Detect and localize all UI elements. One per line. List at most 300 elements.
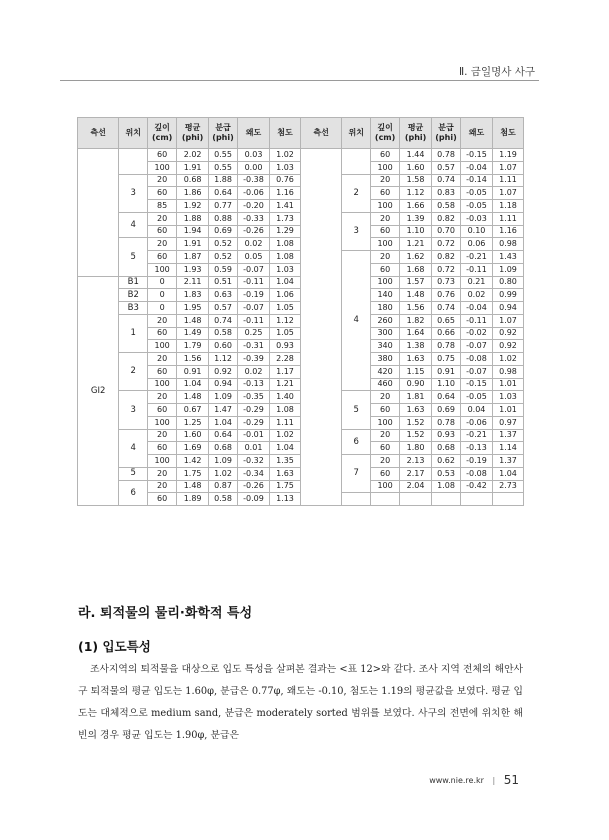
value-cell: 1.09 <box>492 263 523 276</box>
value-cell: 0.88 <box>209 212 238 225</box>
value-cell: 0.10 <box>460 225 492 238</box>
value-cell: 60 <box>148 442 177 455</box>
value-cell: 1.68 <box>400 263 432 276</box>
chapter-title: Ⅱ. 금일명사 사구 <box>458 66 535 78</box>
value-cell: -0.14 <box>460 174 492 187</box>
value-cell: 1.41 <box>270 200 301 213</box>
value-cell: 0.62 <box>432 455 461 468</box>
value-cell: 1.17 <box>270 365 301 378</box>
value-cell: 1.93 <box>177 263 209 276</box>
value-cell: 0.55 <box>209 149 238 162</box>
value-cell: 1.03 <box>492 391 523 404</box>
value-cell: 0.64 <box>209 429 238 442</box>
value-cell: 0.83 <box>432 187 461 200</box>
value-cell: 1.01 <box>492 404 523 417</box>
value-cell <box>492 493 523 506</box>
value-cell: 60 <box>371 187 400 200</box>
value-cell: -0.15 <box>460 378 492 391</box>
value-cell: 60 <box>371 225 400 238</box>
value-cell: 2.17 <box>400 467 432 480</box>
value-cell: 1.66 <box>400 200 432 213</box>
value-cell: 0.57 <box>209 302 238 315</box>
value-cell: 1.07 <box>492 314 523 327</box>
value-cell: 1.06 <box>270 289 301 302</box>
position-cell: 7 <box>342 455 371 493</box>
value-cell: -0.03 <box>460 212 492 225</box>
value-cell: 20 <box>371 251 400 264</box>
value-cell: 0.64 <box>209 187 238 200</box>
value-cell <box>460 493 492 506</box>
value-cell: 0.65 <box>432 314 461 327</box>
value-cell: 1.75 <box>270 480 301 493</box>
value-cell: 100 <box>371 238 400 251</box>
value-cell: 20 <box>148 480 177 493</box>
value-cell: 100 <box>148 340 177 353</box>
value-cell: 1.60 <box>400 161 432 174</box>
value-cell: -0.26 <box>238 480 270 493</box>
position-cell: 3 <box>342 212 371 250</box>
position-cell: 6 <box>119 480 148 506</box>
value-cell: 1.11 <box>270 416 301 429</box>
value-cell: 2.73 <box>492 480 523 493</box>
value-cell: 100 <box>148 161 177 174</box>
value-cell: 0.72 <box>432 238 461 251</box>
value-cell: 180 <box>371 302 400 315</box>
value-cell: 1.73 <box>270 212 301 225</box>
value-cell: 20 <box>148 391 177 404</box>
value-cell: 0.67 <box>177 404 209 417</box>
value-cell: 0.03 <box>238 149 270 162</box>
value-cell: 0.68 <box>177 174 209 187</box>
value-cell: 100 <box>371 480 400 493</box>
footer-url: www.nie.re.kr <box>429 776 484 785</box>
value-cell: -0.06 <box>460 416 492 429</box>
value-cell: 1.52 <box>400 416 432 429</box>
value-cell: 0.52 <box>209 251 238 264</box>
value-cell: 0.75 <box>432 353 461 366</box>
value-cell: 1.94 <box>177 225 209 238</box>
value-cell: 60 <box>148 365 177 378</box>
value-cell: 340 <box>371 340 400 353</box>
value-cell: 1.18 <box>492 200 523 213</box>
value-cell: 0.69 <box>209 225 238 238</box>
section-title: 라. 퇴적물의 물리·화학적 특성 <box>78 606 253 621</box>
position-cell: 3 <box>119 174 148 212</box>
value-cell: 0.64 <box>432 391 461 404</box>
value-cell: 0.93 <box>270 340 301 353</box>
position-cell: 5 <box>119 467 148 480</box>
value-cell: 1.09 <box>209 391 238 404</box>
value-cell: 85 <box>148 200 177 213</box>
value-cell: 0.74 <box>432 174 461 187</box>
value-cell: 1.14 <box>492 442 523 455</box>
position-cell: 6 <box>342 429 371 455</box>
value-cell: -0.20 <box>238 200 270 213</box>
footer-separator: | <box>492 776 496 785</box>
value-cell: 1.15 <box>400 365 432 378</box>
value-cell: 1.88 <box>177 212 209 225</box>
value-cell: 0.76 <box>270 174 301 187</box>
value-cell: 1.43 <box>492 251 523 264</box>
column-header: 깊이 (cm) <box>371 118 400 149</box>
value-cell: -0.29 <box>238 404 270 417</box>
value-cell: 1.56 <box>177 353 209 366</box>
value-cell: 20 <box>371 212 400 225</box>
position-cell: 2 <box>342 174 371 212</box>
value-cell: 60 <box>371 263 400 276</box>
value-cell: 0.05 <box>238 251 270 264</box>
value-cell: 460 <box>371 378 400 391</box>
value-cell: 1.44 <box>400 149 432 162</box>
value-cell: 20 <box>148 174 177 187</box>
value-cell: 1.83 <box>177 289 209 302</box>
value-cell: 0.02 <box>238 365 270 378</box>
value-cell: -0.26 <box>238 225 270 238</box>
value-cell: 0.97 <box>492 416 523 429</box>
value-cell: 0.77 <box>209 200 238 213</box>
transect-cell: GI2 <box>78 276 119 506</box>
value-cell: 20 <box>148 212 177 225</box>
value-cell: 0.00 <box>238 161 270 174</box>
value-cell: 1.08 <box>270 238 301 251</box>
value-cell: -0.34 <box>238 467 270 480</box>
value-cell: -0.07 <box>238 302 270 315</box>
value-cell: 0.76 <box>432 289 461 302</box>
value-cell: 1.47 <box>209 404 238 417</box>
value-cell: 1.80 <box>400 442 432 455</box>
value-cell: 1.37 <box>492 429 523 442</box>
column-header: 분급 (phi) <box>209 118 238 149</box>
value-cell: 0.60 <box>209 340 238 353</box>
value-cell: 1.10 <box>432 378 461 391</box>
value-cell: 0.25 <box>238 327 270 340</box>
value-cell: 0.02 <box>238 238 270 251</box>
value-cell: 1.08 <box>270 404 301 417</box>
value-cell: -0.19 <box>238 289 270 302</box>
value-cell: 1.07 <box>492 187 523 200</box>
value-cell: 20 <box>371 391 400 404</box>
value-cell: 1.13 <box>270 493 301 506</box>
column-header: 평균 (phi) <box>177 118 209 149</box>
position-cell <box>342 149 371 175</box>
value-cell: -0.19 <box>460 455 492 468</box>
value-cell: 1.05 <box>270 327 301 340</box>
column-header: 깊이 (cm) <box>148 118 177 149</box>
position-cell: B3 <box>119 302 148 315</box>
value-cell: 1.82 <box>400 314 432 327</box>
value-cell: 1.11 <box>492 174 523 187</box>
position-cell: B2 <box>119 289 148 302</box>
value-cell: 0.55 <box>209 161 238 174</box>
value-cell: 0.53 <box>432 467 461 480</box>
value-cell: 1.37 <box>492 455 523 468</box>
value-cell: 1.38 <box>400 340 432 353</box>
value-cell: 1.11 <box>492 212 523 225</box>
value-cell: 0.59 <box>209 263 238 276</box>
value-cell: 1.63 <box>270 467 301 480</box>
value-cell: 60 <box>371 442 400 455</box>
value-cell: 1.25 <box>177 416 209 429</box>
value-cell: 1.91 <box>177 161 209 174</box>
value-cell: 0.98 <box>492 365 523 378</box>
value-cell: 2.13 <box>400 455 432 468</box>
value-cell: -0.35 <box>238 391 270 404</box>
table-row <box>78 149 524 162</box>
value-cell: 1.48 <box>177 480 209 493</box>
value-cell: 1.21 <box>400 238 432 251</box>
value-cell: 1.01 <box>492 378 523 391</box>
value-cell: -0.09 <box>238 493 270 506</box>
value-cell: 100 <box>371 200 400 213</box>
value-cell: 20 <box>371 455 400 468</box>
value-cell: 1.39 <box>400 212 432 225</box>
column-header: 위치 <box>119 118 148 149</box>
value-cell: 60 <box>148 149 177 162</box>
position-cell <box>342 493 371 506</box>
value-cell: -0.11 <box>238 276 270 289</box>
position-cell: 5 <box>342 391 371 429</box>
page-header <box>60 56 539 81</box>
value-cell: 0.04 <box>460 404 492 417</box>
value-cell: -0.08 <box>460 353 492 366</box>
value-cell: 1.57 <box>400 276 432 289</box>
value-cell: 20 <box>148 238 177 251</box>
value-cell: 60 <box>371 467 400 480</box>
value-cell: 0.58 <box>432 200 461 213</box>
value-cell: 2.28 <box>270 353 301 366</box>
value-cell: 1.92 <box>177 200 209 213</box>
position-cell <box>119 149 148 175</box>
page-number: 51 <box>503 773 519 787</box>
value-cell: 1.91 <box>177 238 209 251</box>
value-cell: 1.64 <box>400 327 432 340</box>
value-cell: 1.40 <box>270 391 301 404</box>
transect-cell <box>300 149 341 506</box>
value-cell: 0.99 <box>492 289 523 302</box>
value-cell: 1.42 <box>177 455 209 468</box>
value-cell: 1.08 <box>432 480 461 493</box>
value-cell: 1.02 <box>492 353 523 366</box>
value-cell: 1.63 <box>400 353 432 366</box>
value-cell: 1.03 <box>270 263 301 276</box>
value-cell: 1.04 <box>270 276 301 289</box>
value-cell: 0 <box>148 276 177 289</box>
position-cell: 4 <box>119 429 148 467</box>
value-cell: 0.98 <box>492 238 523 251</box>
value-cell: -0.07 <box>460 365 492 378</box>
value-cell: 0.78 <box>432 149 461 162</box>
column-header: 분급 (phi) <box>432 118 461 149</box>
value-cell: 1.48 <box>177 391 209 404</box>
value-cell: -0.01 <box>238 429 270 442</box>
value-cell: 1.16 <box>270 187 301 200</box>
value-cell: -0.04 <box>460 161 492 174</box>
sediment-grain-size-table <box>77 117 524 506</box>
value-cell: 20 <box>148 314 177 327</box>
value-cell: 0.73 <box>432 276 461 289</box>
position-cell: 4 <box>342 251 371 391</box>
value-cell: -0.06 <box>238 187 270 200</box>
column-header: 평균 (phi) <box>400 118 432 149</box>
transect-cell <box>78 149 119 277</box>
value-cell: 60 <box>148 251 177 264</box>
value-cell: -0.31 <box>238 340 270 353</box>
value-cell: 1.08 <box>270 251 301 264</box>
value-cell: 0.51 <box>209 276 238 289</box>
value-cell: 0.74 <box>432 302 461 315</box>
value-cell: 1.52 <box>400 429 432 442</box>
value-cell: 0.82 <box>432 251 461 264</box>
value-cell: 1.58 <box>400 174 432 187</box>
value-cell: 420 <box>371 365 400 378</box>
value-cell: 0.68 <box>432 442 461 455</box>
value-cell: 1.02 <box>209 467 238 480</box>
value-cell: 1.48 <box>177 314 209 327</box>
value-cell: 60 <box>371 149 400 162</box>
value-cell: 0.57 <box>432 161 461 174</box>
value-cell: 0.94 <box>492 302 523 315</box>
value-cell: 2.04 <box>400 480 432 493</box>
value-cell: 100 <box>148 416 177 429</box>
value-cell: -0.11 <box>460 314 492 327</box>
position-cell: 5 <box>119 238 148 276</box>
value-cell: 1.87 <box>177 251 209 264</box>
value-cell: 1.12 <box>209 353 238 366</box>
value-cell: 1.04 <box>209 416 238 429</box>
position-cell: 4 <box>119 212 148 238</box>
value-cell: 1.81 <box>400 391 432 404</box>
body-paragraph: 조사지역의 퇴적물을 대상으로 입도 특성을 살펴본 결과는 <표 12>와 같다. 조사 지역 전체의 해안사구 퇴적물의 평균 입도는 1.60φ, 분급은 0.77φ, 왜도는 -0.10, 첨도는 1.19의 평균값을 보였다. 평균 입도는 대체적으로 medium sand, 분급은 moderately sorted 범위를 보였다. 사구의 전면에 위치한 해빈의 경우 평균 입도는 1.90φ, 분급은 <box>78 664 523 741</box>
value-cell: -0.38 <box>238 174 270 187</box>
value-cell: 0.02 <box>460 289 492 302</box>
value-cell: 1.56 <box>400 302 432 315</box>
value-cell: 60 <box>371 404 400 417</box>
value-cell: 0.01 <box>238 442 270 455</box>
value-cell: 1.79 <box>177 340 209 353</box>
value-cell: 1.04 <box>270 442 301 455</box>
value-cell: 100 <box>148 378 177 391</box>
value-cell: 0.92 <box>492 327 523 340</box>
value-cell: 0.06 <box>460 238 492 251</box>
value-cell: -0.42 <box>460 480 492 493</box>
value-cell: 100 <box>371 161 400 174</box>
value-cell: 0.92 <box>209 365 238 378</box>
value-cell: 0.78 <box>432 416 461 429</box>
value-cell: -0.08 <box>460 467 492 480</box>
table-header-row <box>78 118 524 149</box>
value-cell: 0.87 <box>209 480 238 493</box>
value-cell: -0.05 <box>460 200 492 213</box>
value-cell: 260 <box>371 314 400 327</box>
value-cell: 380 <box>371 353 400 366</box>
value-cell: 0.52 <box>209 238 238 251</box>
column-header: 왜도 <box>238 118 270 149</box>
value-cell: -0.13 <box>238 378 270 391</box>
column-header: 위치 <box>342 118 371 149</box>
value-cell: 60 <box>148 404 177 417</box>
value-cell: 0.58 <box>209 327 238 340</box>
value-cell: 1.16 <box>492 225 523 238</box>
value-cell: 1.03 <box>270 161 301 174</box>
value-cell: 1.05 <box>270 302 301 315</box>
value-cell: -0.05 <box>460 391 492 404</box>
value-cell: 1.12 <box>270 314 301 327</box>
position-cell: B1 <box>119 276 148 289</box>
value-cell: -0.21 <box>460 251 492 264</box>
value-cell: 1.10 <box>400 225 432 238</box>
value-cell: 100 <box>148 263 177 276</box>
value-cell: 20 <box>371 174 400 187</box>
value-cell: -0.07 <box>460 340 492 353</box>
value-cell: -0.11 <box>238 314 270 327</box>
position-cell: 1 <box>119 314 148 352</box>
value-cell: 1.62 <box>400 251 432 264</box>
value-cell: -0.33 <box>238 212 270 225</box>
value-cell <box>371 493 400 506</box>
position-cell: 3 <box>119 391 148 429</box>
value-cell: 0.66 <box>432 327 461 340</box>
value-cell: -0.21 <box>460 429 492 442</box>
value-cell: 1.35 <box>270 455 301 468</box>
value-cell: 0.70 <box>432 225 461 238</box>
value-cell: 1.04 <box>177 378 209 391</box>
value-cell: 0.72 <box>432 263 461 276</box>
value-cell: -0.04 <box>460 302 492 315</box>
value-cell: 100 <box>371 416 400 429</box>
value-cell: 0.82 <box>432 212 461 225</box>
value-cell <box>432 493 461 506</box>
value-cell: 0.94 <box>209 378 238 391</box>
value-cell: 0.93 <box>432 429 461 442</box>
value-cell: 1.07 <box>492 161 523 174</box>
value-cell: -0.11 <box>460 263 492 276</box>
value-cell: 100 <box>148 455 177 468</box>
value-cell: 1.19 <box>492 149 523 162</box>
value-cell: -0.29 <box>238 416 270 429</box>
value-cell: 0.69 <box>432 404 461 417</box>
value-cell: -0.13 <box>460 442 492 455</box>
value-cell: 0.58 <box>209 493 238 506</box>
value-cell: 0.21 <box>460 276 492 289</box>
value-cell: -0.32 <box>238 455 270 468</box>
value-cell: 1.21 <box>270 378 301 391</box>
value-cell: 1.89 <box>177 493 209 506</box>
value-cell: 60 <box>148 327 177 340</box>
value-cell: 2.02 <box>177 149 209 162</box>
subsection-title: (1) 입도특성 <box>78 639 151 654</box>
value-cell: 0.78 <box>432 340 461 353</box>
value-cell: 140 <box>371 289 400 302</box>
value-cell: 0.80 <box>492 276 523 289</box>
value-cell: 1.69 <box>177 442 209 455</box>
value-cell: 0.68 <box>209 442 238 455</box>
value-cell: 0.63 <box>209 289 238 302</box>
value-cell: 2.11 <box>177 276 209 289</box>
value-cell: -0.02 <box>460 327 492 340</box>
value-cell: 1.63 <box>400 404 432 417</box>
value-cell: 1.95 <box>177 302 209 315</box>
value-cell: 1.29 <box>270 225 301 238</box>
value-cell: 60 <box>148 187 177 200</box>
value-cell: 0.90 <box>400 378 432 391</box>
value-cell: -0.05 <box>460 187 492 200</box>
column-header: 왜도 <box>460 118 492 149</box>
value-cell: 1.04 <box>492 467 523 480</box>
value-cell: 1.75 <box>177 467 209 480</box>
value-cell: 1.86 <box>177 187 209 200</box>
column-header: 측선 <box>78 118 119 149</box>
value-cell <box>400 493 432 506</box>
